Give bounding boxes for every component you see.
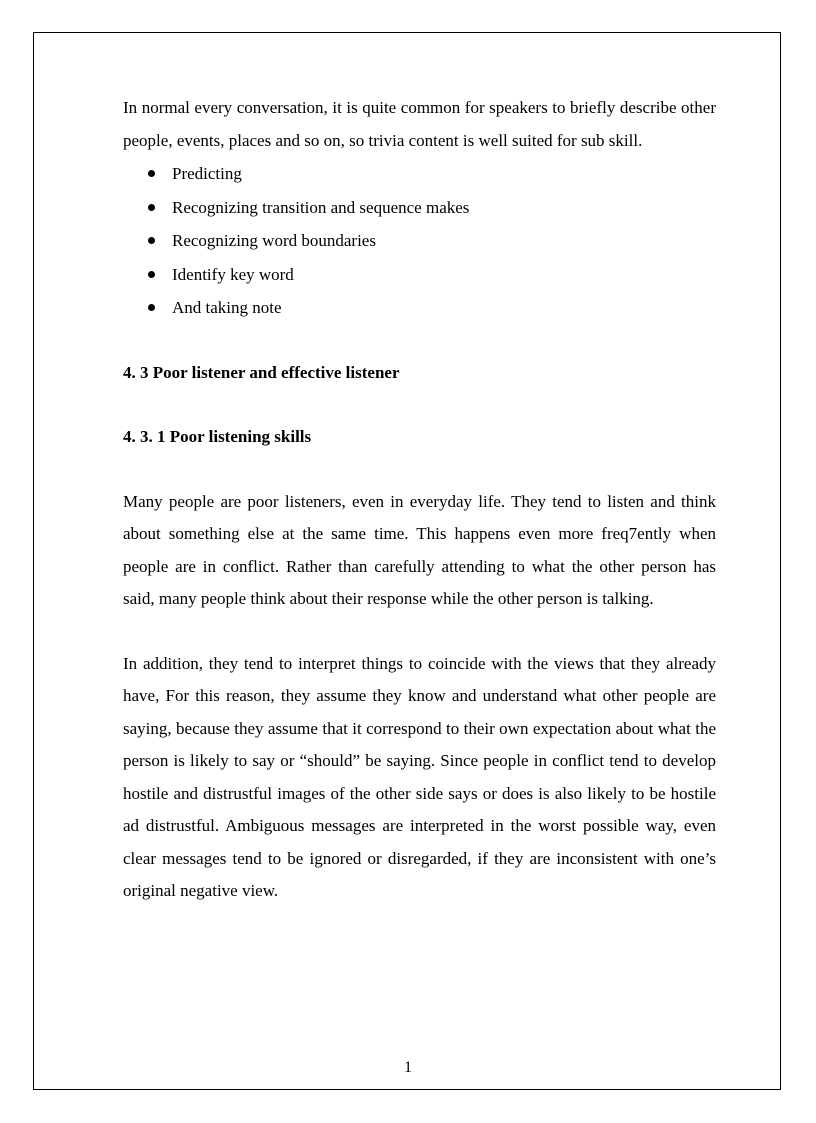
bullet-dot-icon [148,170,155,177]
intro-paragraph: In normal every conversation, it is quite common for speakers to briefly describe other people, events, places and so on, so trivia content is well suited for sub skill. [123,98,716,150]
bullet-dot-icon [148,271,155,278]
bullet-list [123,157,716,325]
bullet-text: Predicting [172,164,242,183]
document-body [123,92,716,908]
bullet-dot-icon [148,304,155,311]
bullet-item [123,224,716,258]
bullet-text: Recognizing transition and sequence makes [172,197,470,217]
body-paragraph-poor-listeners: Many people are poor listeners, even in everyday life. They tend to listen and think about something else at the same time. This happens even more freq7ently when people are in conflict. Rather than carefully attending to what the other person has said, many people think about their response while the other person is talking. [123,491,716,609]
bullet-item [123,258,716,292]
body-paragraph-interpretation: In addition, they tend to interpret things to coincide with the views that they already have, For this reason, they assume they know and understand what other people are saying, because they assume that it correspond to their own expectation about what the person is likely to say or “should” be saying. Since people in conflict tend to develop hostile and distrustful images of the other side says or does is also likely to be hostile ad distrustful. Ambiguous messages are interpreted in the worst possible way, even clear messages tend to be ignored or disregarded, if they are inconsistent with one’s original negative view. [123,653,716,901]
bullet-item [123,157,716,191]
bullet-text: Recognizing word boundaries [172,231,376,251]
bullet-text: And taking note [172,298,282,318]
bullet-item [123,291,716,325]
bullet-dot-icon [148,204,155,211]
bullet-dot-icon [148,237,155,244]
page-number: 1 [404,1059,412,1076]
section-heading: 4. 3 Poor listener and effective listener [123,362,400,382]
subsection-heading: 4. 3. 1 Poor listening skills [123,427,312,447]
bullet-item [123,191,716,225]
bullet-text: Identify key word [172,264,294,284]
